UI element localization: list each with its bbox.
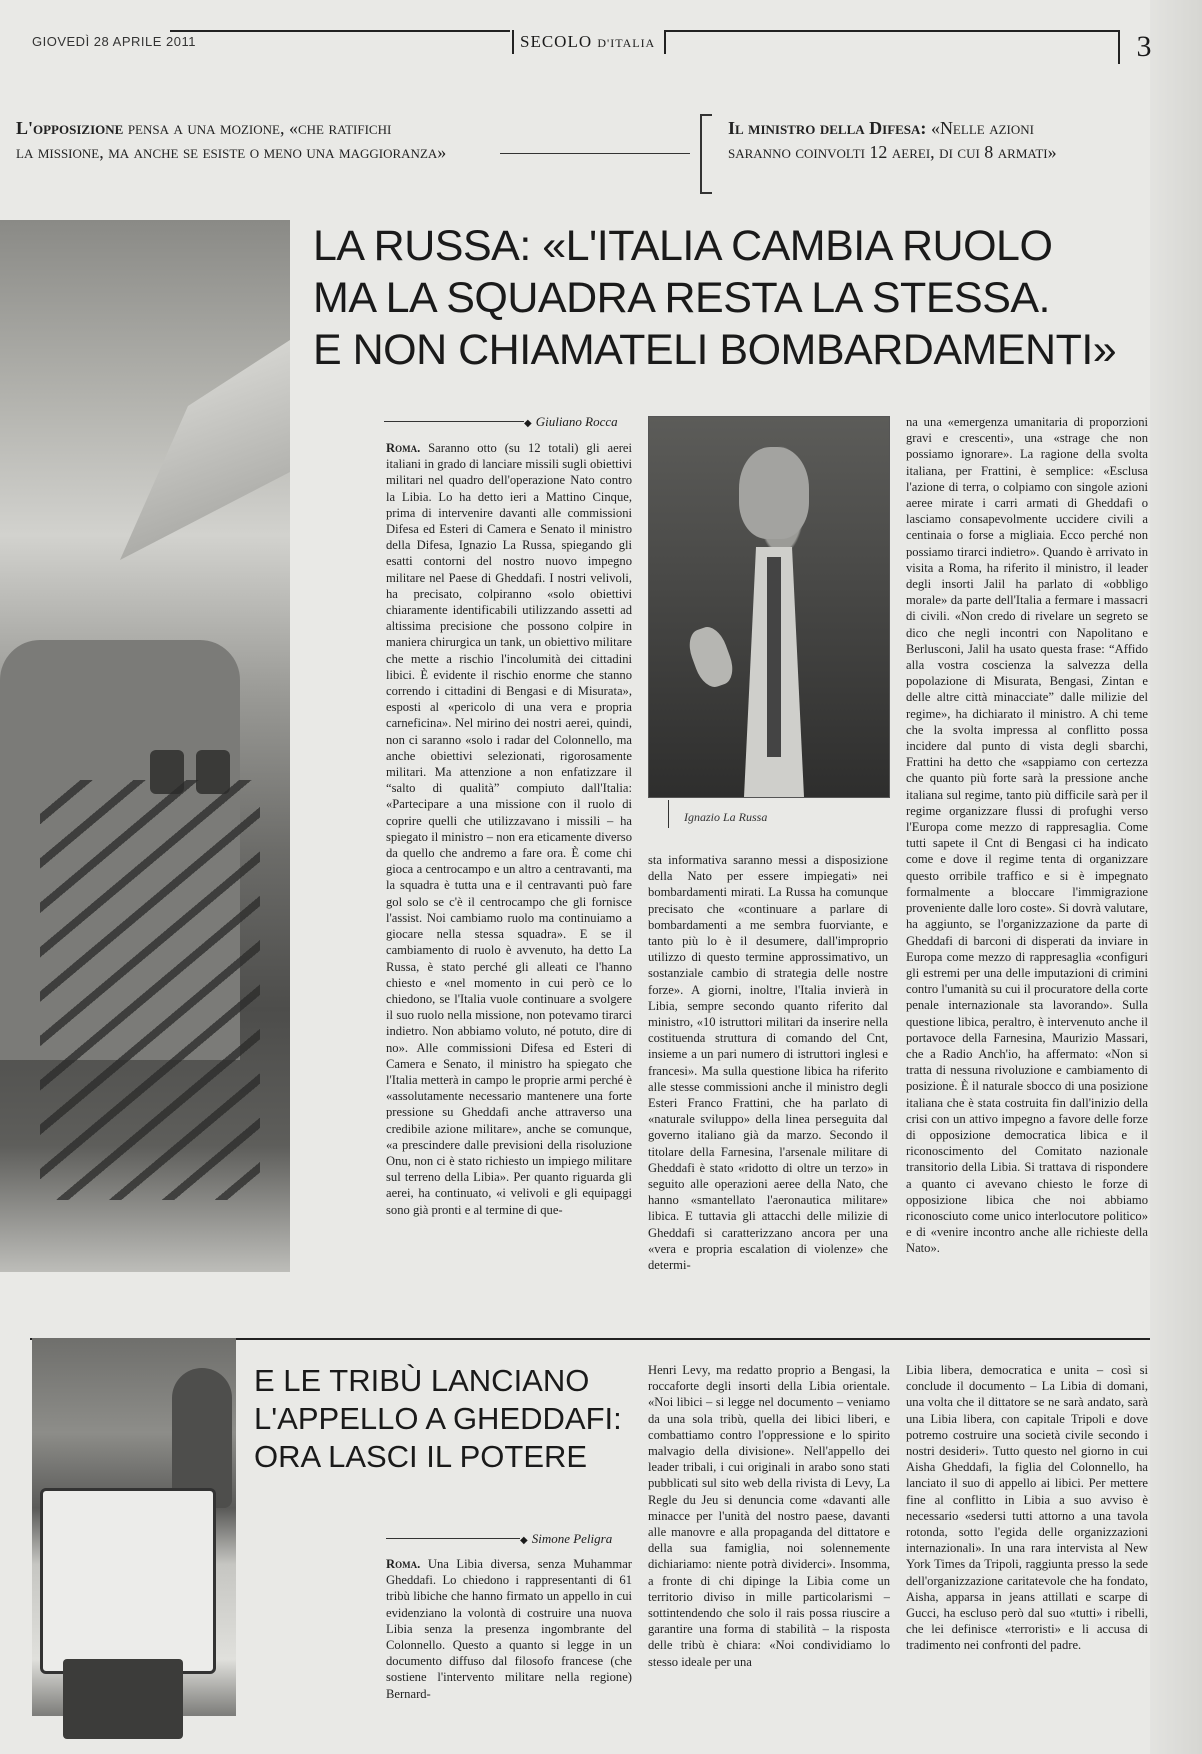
second-article-text-3: Libia libera, democratica e unita – così si conclude il documento – La Libia di domani, una volta che il dittatore se ne sarà andato, sarà una Libia libera, con capitale Tripoli e dove potremo costruire una società civile secondo i nostri desideri». Tutto questo nel giorno in cui Aisha Gheddafi, la figlia del Colonnello, ha lanciato il suo di appello ai libici. Per mettere fine al conflitto in Libia a suo avviso è necessario «sedersi tutti attorno a una tavola rotonda, sotto l'egida delle organizzazioni internazionali». In una rara intervista al New York Times da Tripoli, raggiunta presso la sede dell'organizzazione caritatevole che ha fondato, Aisha, apparsa in jeans attillati e scarpe di Gucci, ha escluso però dal suo «tutti» i ribelli, che lei definisce «terroristi» e li accusa di tradimento nei confronti del padre. <box>906 1363 1148 1653</box>
main-article-column-2 <box>648 852 888 1300</box>
kicker-right-lead: Il ministro della Difesa: <box>728 118 927 138</box>
photo-caption: Ignazio La Russa <box>684 810 768 824</box>
kicker-left-lead: L'opposizione <box>16 118 124 138</box>
photo-truck-shape <box>40 1488 216 1674</box>
issue-date: GIOVEDÌ 28 APRILE 2011 <box>32 34 196 49</box>
main-article-text-1: Saranno otto (su 12 totali) gli aerei italiani in grado di lanciare missili sugli obiettivi militari nel quadro dell'operazione Nato contro la Libia. Lo ha detto ieri a Mattino Cinque, prima di intervenire davanti alle commissioni Difesa ed Esteri di Camera e Senato il ministro della Difesa, Ignazio La Russa, spiegando gli esatti contorni del nostro nuovo impegno militare nel Paese di Gheddafi. I nostri velivoli, ha precisato, colpiranno «solo obiettivi chiaramente identificabili utilizzando assetti ad altissima precisione che possono colpire in maniera chirurgica un tank, un obiettivo militare che mette a rischio l'incolumità dei cittadini libici. È evidente il rischio enorme che stanno correndo i cittadini di Bengasi e di Misurata», esposti al «pericolo di una vera e propria carneficina». Nel mirino dei nostri aerei, quindi, non ci saranno «solo i radar del Colonnello, ma anche obiettivi selezionati, rigorosamente militari. Ma attenzione a non enfatizzare il “salto di qualità” compiuto dall'Italia: «Partecipare a una missione con il ruolo di coprire quelli che utilizzavano i missili – ha spiegato il ministro – non era eticamente diverso da quello che andremo a fare ora. È come chi gioca a centrocampo e un altro a centravanti, ma la squadra è tutta una e il centravanti può fare gol solo se c'è il centrocampo che gli fornisce l'assist. Noi cambiamo ruolo ma continuiamo a giocare nella stessa squadra». E se il cambiamento di ruolo è avvenuto, ha detto La Russa, è stato perché gli alleati ce l'hanno chiesto e «nel momento in cui però ce lo chiedono, se l'Italia vuole continuare a svolgere il suo ruolo nella missione, non potevamo tirarci indietro. Non abbiamo voluto, né potuto, dire di no». Alle commissioni Difesa ed Esteri di Camera e Senato, il ministro ha spiegato che l'Italia metterà in campo le proprie armi perché è «assolutamente necessario mantenere una forte pressione su Gheddafi anche attraverso una credibile azione militare», anche se comunque, «a prescindere dalle previsioni della risoluzione Onu, non ci è stato richiesto un impiego militare sul terreno della Libia». Per quanto riguarda gli aerei, ha continuato, «i velivoli e gli equipaggi sono già pronti e al termine di que- <box>386 441 632 1217</box>
dateline-city: Roma. <box>386 1557 421 1571</box>
newspaper-name-suffix: D'ITALIA <box>597 36 656 50</box>
kicker-left <box>16 116 696 164</box>
main-article-column-1 <box>386 440 632 1300</box>
second-article-column-1 <box>386 1556 632 1724</box>
main-headline-line: LA RUSSA: «L'ITALIA CAMBIA RUOLO <box>313 222 1053 270</box>
photo-tie-shape <box>767 557 781 757</box>
kicker-left-rule <box>500 153 690 154</box>
byline-author: Giuliano Rocca <box>535 414 618 429</box>
second-article-text-1: Una Libia diversa, senza Muhammar Gheddafi. Lo chiedono i rappresentanti di 61 tribù libiche che hanno firmato un appello in cui evidenziano la volontà di costruire una nuova Libia senza la presenza ingombrante del Colonnello. Questo a quanto si legge in un documento diffuso dal filosofo francese (che sostiene l'intervento militare nella regione) Bernard- <box>386 1557 632 1701</box>
page-number: 3 <box>1118 30 1168 64</box>
main-article-text-2: sta informativa saranno messi a disposizione della Nato per essere impiegati» nei bombardamenti mirati. La Russa ha comunque precisato che «continuare a parlare di bombardamenti a me sembra fuorviante, e tanto più lo è il desumere, dall'improprio utilizzo di questo termine approssimativo, un sostanziale cambio di strategia delle nostre forze». A giorni, inoltre, l'Italia invierà in Libia, sempre secondo quanto riferito dal ministro, «10 istruttori militari da inserire nella costituenda struttura di comando del Cnt, insieme a un pari numero di istruttori inglesi e francesi». Ma sulla questione libica ha riferito alle stesse commissioni anche il ministro degli Esteri Franco Frattini, che ha parlato di «naturale sviluppo» della linea perseguita dal governo italiano già da marzo. Secondo il titolare della Farnesina, l'arsenale militare di Gheddafi è stato «ridotto di oltre un terzo» in seguito alle operazioni aeree della Nato, che hanno «smantellato l'aeronautica militare» libica. E tuttavia gli attacchi delle milizie di Gheddafi si caratterizzano ancora per una «vera e propria escalation di violenze» che determi- <box>648 853 888 1273</box>
second-headline <box>254 1362 624 1476</box>
main-article-text-3: na una «emergenza umanitaria di proporzioni gravi e crescenti», una «strage che non possiamo ignorare». La ragione della svolta italiana, per Frattini, è semplice: «Esclusa l'azione di terra, o colpiamo con singole azioni aeree mirate i carri armati di Gheddafi o lasciamo consapevolmente uccidere civili a centinaia o forse a migliaia. Ecco perché non possiamo tirarci indietro». Quando è arrivato in visita a Roma, ha riferito il ministro, il leader degli insorti Jalil ha parlato di «obbligo morale» da parte dell'Italia a fermare i massacri di civili. «Non credo di rivelare un segreto se dico che negli incontri con Napolitano e Berlusconi, Jalil ha usato questa frase: “Affido alla vostra coscienza la salvezza della popolazione di Misurata, Bengasi, Zintan e delle altre città minacciate” dalle milizie del regime», ha dichiarato il ministro. A chi teme che la svolta impressa al conflitto possa incidere dal punto di vista degli sbarchi, Frattini ha detto che «sappiamo con certezza che quanto più forte sarà la pressione anche italiana sul regime, tanto più difficile sarà per il regime organizzare flussi di profughi verso l'Europa come mezzo di rappresaglia. Come tutti sapete il Cnt di Bengasi ci ha indicato come e dove il regime tenta di organizzare questo orribile traffico e si è impegnato formalmente a bloccare l'immigrazione proveniente dalle loro coste». Si dovrà valutare, ha aggiunto, se l'organizzazione da parte di Gheddafi di barconi di disperati da inviare in Europa come mezzo di rappresaglia «configuri gli estremi per una delle imputazioni di crimini contro l'umanità su cui il procuratore della corte penale internazionale sta lavorando». Sulla questione libica, peraltro, è intervenuto anche il portavoce della Farnesina, Maurizio Massari, che a Radio Anch'io, ha affermato: «Non si tratta di nessuna rivoluzione e cambiamento di posizione. È il naturale sbocco di una posizione italiana che è stata costruita fin dall'inizio della crisi con un attivo impegno a favore delle forze di opposizione democratica libica e il riconoscimento del Comitato nazionale transitorio della Libia. Si trattava di rispondere a quanto ci avevano chiesto le forze di opposizione libica che noi abbiamo riconosciuto come unico interlocutore politico» e di «venire incontro anche alle richieste della Nato». <box>906 415 1148 1256</box>
main-headline-line: E NON CHIAMATELI BOMBARDAMENTI» <box>313 326 1117 374</box>
second-article-text-2: Henri Levy, ma redatto proprio a Bengasi, la roccaforte degli insorti della Libia orientale. «Noi libici – si legge nel documento – veniamo da una sola tribù, quella dei libici liberi, e combattiamo contro l'oppressione e lo spirito malvagio della divisione». Nell'appello dei leader tribali, i cui originali in arabo sono stati pubblicati sul sito web della rivista di Levy, La Regle du Jeu si denuncia come «davanti alle minacce per l'unità del nostro paese, davanti alle manovre e alla propaganda del dittatore e della sua famiglia, noi solennemente dichiariamo: niente potrà dividerci». Insomma, a fronte di chi dipinge la Libia come un territorio diviso in mille particolarismi – sottintendendo che solo il rais possa riuscire a garantire una forma di stabilità – la risposta delle tribù è chiara: «Noi condividiamo lo stesso ideale per una <box>648 1363 890 1669</box>
diamond-icon: ◆ <box>520 1535 528 1546</box>
kicker-right-bracket <box>700 114 712 194</box>
byline-block <box>524 413 634 431</box>
newspaper-name <box>520 32 655 52</box>
kicker-left-line1: pensa a una mozione, «che ratifichi <box>123 118 392 138</box>
photo-truck-window <box>63 1659 183 1739</box>
photo-hand-shape <box>684 623 738 692</box>
second-article-column-3 <box>906 1362 1148 1724</box>
byline2-author: Simone Peligra <box>531 1531 613 1546</box>
main-headline-line: MA LA SQUADRA RESTA LA STESSA. <box>313 274 1050 322</box>
masthead-bar-right <box>664 30 666 54</box>
second-headline-line: ORA LASCI IL POTERE <box>254 1439 588 1474</box>
masthead-rule-right <box>666 30 1118 32</box>
tribe-photo <box>32 1338 236 1716</box>
kicker-right-line2: saranno coinvolti 12 aerei, di cui 8 armati» <box>728 142 1057 162</box>
byline2-block <box>520 1530 640 1548</box>
byline-rule <box>384 421 524 422</box>
dateline-city: Roma. <box>386 441 421 455</box>
second-headline-line: E LE TRIBÙ LANCIANO <box>254 1363 590 1398</box>
caption-tick <box>668 800 669 828</box>
byline2-rule <box>386 1538 520 1539</box>
kicker-left-line2: la missione, ma anche se esiste o meno una maggioranza» <box>16 142 447 162</box>
kicker-right <box>728 116 1148 164</box>
photo-stair-shape <box>40 780 260 1200</box>
masthead-rule-left <box>170 30 510 32</box>
newspaper-name-main: SECOLO <box>520 32 593 51</box>
photo-head-shape <box>739 447 809 539</box>
second-headline-line: L'APPELLO A GHEDDAFI: <box>254 1401 622 1436</box>
photo-soldier-shape <box>172 1368 232 1508</box>
diamond-icon: ◆ <box>524 418 532 429</box>
main-article-column-3 <box>906 414 1148 1300</box>
aircraft-photo <box>0 220 290 1272</box>
masthead-bar-left <box>512 30 514 54</box>
second-article-column-2 <box>648 1362 890 1724</box>
photo-wing-shape <box>120 340 290 560</box>
kicker-right-line1: «Nelle azioni <box>926 118 1034 138</box>
minister-photo <box>648 416 890 798</box>
main-headline <box>313 220 1133 376</box>
page-edge-shadow <box>1150 0 1202 1754</box>
